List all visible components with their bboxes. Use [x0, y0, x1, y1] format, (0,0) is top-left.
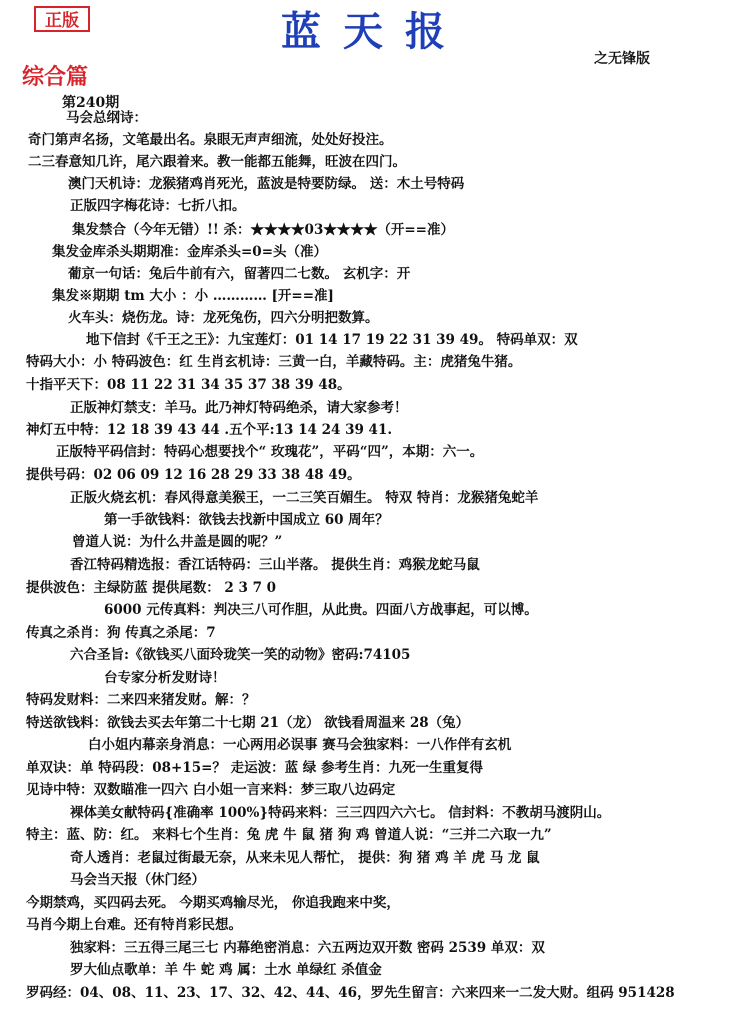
- text-line: 马会总纲诗：: [66, 110, 147, 126]
- text-line: 独家料：三五得三尾三七 内幕绝密消息：六五两边双开数 密码 2539 单双：双: [70, 940, 545, 956]
- text-line: 香江特码精选报：香江话特码：三山半落。 提供生肖：鸡猴龙蛇马鼠: [70, 557, 480, 573]
- section-heading: 综合篇: [22, 64, 89, 90]
- text-line: 见诗中特：双数瞄准一四六 白小姐一言来料：梦三取八边码定: [26, 782, 396, 798]
- text-line: 十指平天下：08 11 22 31 34 35 37 38 39 48。: [26, 377, 351, 393]
- text-line: 提供波色：主绿防蓝 提供尾数： 2 3 7 0: [26, 580, 277, 596]
- text-line: 特码大小：小 特码波色：红 生肖玄机诗：三黄一白，羊藏特码。主：虎猪兔牛猪。: [26, 354, 522, 370]
- page-title: 蓝天报: [281, 8, 467, 55]
- text-line: 6000 元传真料：判决三八可作胆，从此贵。四面八方战事起，可以博。: [104, 602, 538, 618]
- text-line: 六合圣旨:《欲钱买八面玲珑笑一笑的动物》密码:74105: [70, 647, 411, 663]
- text-line: 白小姐内幕亲身消息：一心两用必误事 赛马会独家料：一八作伴有玄机: [88, 737, 512, 753]
- text-line: 正版火烧玄机：春风得意美猴王，一二三笑百媚生。 特双 特肖：龙猴猪兔蛇羊: [70, 490, 539, 506]
- text-line: 奇门第声名扬，文笔最出名。泉眼无声声细流，处处好投注。: [28, 132, 393, 148]
- text-line: 特主：蓝、防：红。 来料七个生肖：兔 虎 牛 鼠 猪 狗 鸡 曾道人说：“三并二六取一九”: [26, 827, 552, 843]
- text-line: 传真之杀肖：狗 传真之杀尾：7: [26, 625, 216, 641]
- text-line: 集发※期期 tm 大小 ：小 ………… [开==准]: [52, 288, 334, 304]
- stamp-zhengban: 正版: [34, 6, 90, 32]
- text-line: 集发禁合（今年无错）!! 杀：★★★★03★★★★（开==准）: [72, 222, 454, 238]
- text-line: 二三春意知几许，尾六跟着来。教一能都五能舞，旺波在四门。: [28, 154, 406, 170]
- text-line: 正版神灯禁支：羊马。此乃神灯特码绝杀，请大家参考！: [70, 400, 408, 416]
- text-line: 特码发财料：二来四来猪发财。解：？: [26, 692, 256, 708]
- edition-label: 之无锋版: [594, 51, 650, 67]
- text-line: 马会当天报（休门经）: [70, 872, 205, 888]
- text-line: 集发金库杀头期期准：金库杀头=0=头（准）: [52, 244, 328, 260]
- text-line: 澳门天机诗：龙猴猪鸡肖死光，蓝波是特要防绿。 送：木土号特码: [68, 176, 465, 192]
- text-line: 曾道人说：为什么井盖是圆的呢？”: [72, 534, 283, 550]
- issue-number: 第240期: [62, 95, 120, 111]
- text-line: 提供号码：02 06 09 12 16 28 29 33 38 48 49。: [26, 467, 361, 483]
- text-line: 今期禁鸡，买四码去死。 今期买鸡输尽光， 你追我跑来中奖，: [26, 895, 400, 911]
- text-line: 裸体美女献特码{准确率 100%}特码来料：三三四四六六七。 信封料：不教胡马渡阴山。: [70, 805, 611, 821]
- text-line: 马肖今期上台难。还有特肖彩民想。: [26, 917, 242, 933]
- text-line: 正版特平码信封：特码心想要找个“ 玫瑰花”，平码“四”，本期：六一。: [56, 444, 484, 460]
- text-line: 葡京一句话：兔后牛前有六，留著四二七数。 玄机字：开: [68, 266, 411, 282]
- text-line: 台专家分析发财诗！: [104, 670, 226, 686]
- text-line: 神灯五中特：12 18 39 43 44 .五个平:13 14 24 39 41.: [26, 422, 393, 438]
- text-line: 罗码经：04、08、11、23、17、32、42、44、46，罗先生留言：六来四来一二发大财。组码 951428: [26, 985, 675, 1001]
- text-line: 第一手欲钱料：欲钱去找新中国成立 60 周年？: [104, 512, 389, 528]
- text-line: 单双诀：单 特码段：08+15=？ 走运波：蓝 绿 参考生肖：九死一生重复得: [26, 760, 483, 776]
- text-line: 地下信封《千王之王》：九宝莲灯：01 14 17 19 22 31 39 49。 特码单双：双: [86, 332, 578, 348]
- text-line: 特送欲钱料：欲钱去买去年第二十七期 21（龙） 欲钱看周温来 28（兔）: [26, 715, 470, 731]
- text-line: 正版四字梅花诗：七折八扣。: [70, 198, 246, 214]
- text-line: 罗大仙点歌单：羊 牛 蛇 鸡 属：土水 单绿红 杀值金: [70, 962, 382, 978]
- text-line: 奇人透肖：老鼠过街最无奈，从来未见人帮忙， 提供：狗 猪 鸡 羊 虎 马 龙 鼠: [70, 850, 540, 866]
- text-line: 火车头：烧伤龙。诗：龙死兔伤，四六分明把数算。: [68, 310, 379, 326]
